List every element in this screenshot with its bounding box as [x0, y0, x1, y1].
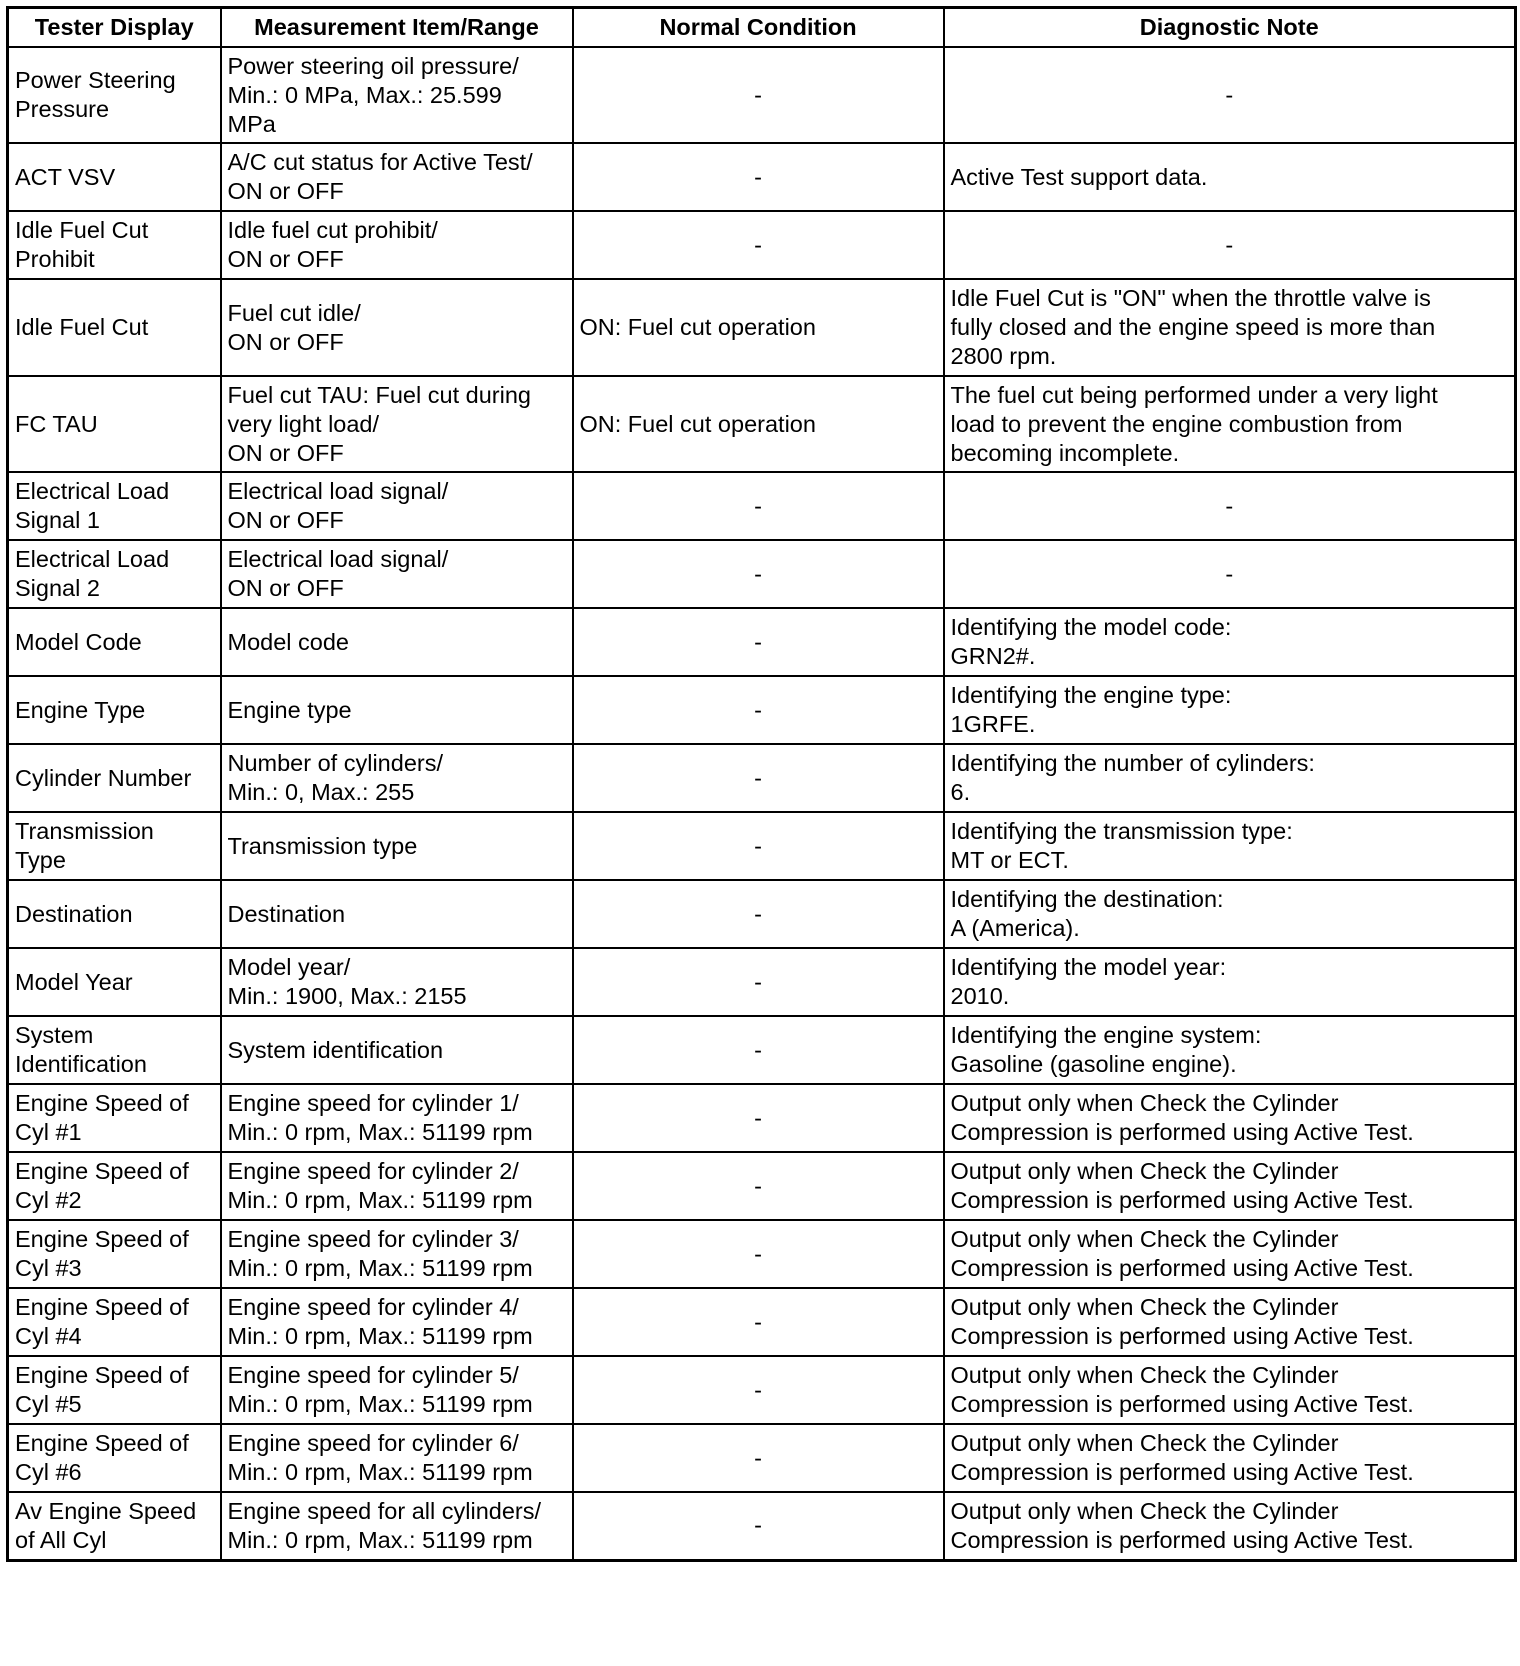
normal-condition-cell: - [573, 948, 944, 1016]
tester-display-cell: Engine Speed of Cyl #6 [8, 1424, 221, 1492]
diagnostic-note-cell: - [944, 47, 1516, 143]
diagnostic-note-cell: Identifying the model year: 2010. [944, 948, 1516, 1016]
measurement-item-cell: A/C cut status for Active Test/ ON or OFF [221, 143, 573, 211]
tester-display-cell: Engine Speed of Cyl #5 [8, 1356, 221, 1424]
diagnostic-note-cell: Output only when Check the Cylinder Compression is performed using Active Test. [944, 1152, 1516, 1220]
tester-display-cell: Av Engine Speed of All Cyl [8, 1492, 221, 1560]
tester-display-cell: Cylinder Number [8, 744, 221, 812]
measurement-item-cell: Model code [221, 608, 573, 676]
table-row [8, 880, 1516, 948]
tester-display-cell: Idle Fuel Cut Prohibit [8, 211, 221, 279]
measurement-item-cell: Number of cylinders/ Min.: 0, Max.: 255 [221, 744, 573, 812]
table-row [8, 676, 1516, 744]
tester-display-cell: Model Code [8, 608, 221, 676]
normal-condition-cell: - [573, 1356, 944, 1424]
measurement-item-cell: Engine speed for cylinder 4/ Min.: 0 rpm, Max.: 51199 rpm [221, 1288, 573, 1356]
data-list-table [6, 6, 1517, 1562]
normal-condition-cell: - [573, 472, 944, 540]
table-row [8, 1152, 1516, 1220]
tester-display-cell: Model Year [8, 948, 221, 1016]
measurement-item-cell: Engine speed for cylinder 1/ Min.: 0 rpm, Max.: 51199 rpm [221, 1084, 573, 1152]
diagnostic-note-cell: - [944, 211, 1516, 279]
tester-display-cell: Engine Speed of Cyl #3 [8, 1220, 221, 1288]
measurement-item-cell: Destination [221, 880, 573, 948]
diagnostic-note-cell: Identifying the transmission type: MT or ECT. [944, 812, 1516, 880]
diagnostic-note-cell: Output only when Check the Cylinder Compression is performed using Active Test. [944, 1424, 1516, 1492]
table-row [8, 1424, 1516, 1492]
diagnostic-note-cell: Output only when Check the Cylinder Compression is performed using Active Test. [944, 1288, 1516, 1356]
normal-condition-cell: - [573, 211, 944, 279]
diagnostic-note-cell: Identifying the number of cylinders: 6. [944, 744, 1516, 812]
table-row [8, 1492, 1516, 1560]
header-measurement-item: Measurement Item/Range [221, 8, 573, 48]
header-diagnostic-note: Diagnostic Note [944, 8, 1516, 48]
tester-display-cell: Electrical Load Signal 1 [8, 472, 221, 540]
measurement-item-cell: Idle fuel cut prohibit/ ON or OFF [221, 211, 573, 279]
table-row [8, 376, 1516, 472]
diagnostic-note-cell: The fuel cut being performed under a very light load to prevent the engine combustion from becoming incomplete. [944, 376, 1516, 472]
normal-condition-cell: ON: Fuel cut operation [573, 279, 944, 376]
normal-condition-cell: - [573, 1220, 944, 1288]
normal-condition-cell: - [573, 608, 944, 676]
normal-condition-cell: - [573, 1152, 944, 1220]
header-tester-display: Tester Display [8, 8, 221, 48]
tester-display-cell: Engine Speed of Cyl #1 [8, 1084, 221, 1152]
table-row [8, 1084, 1516, 1152]
measurement-item-cell: Engine speed for cylinder 3/ Min.: 0 rpm, Max.: 51199 rpm [221, 1220, 573, 1288]
table-row [8, 608, 1516, 676]
table-row [8, 211, 1516, 279]
normal-condition-cell: - [573, 1288, 944, 1356]
table-row [8, 744, 1516, 812]
measurement-item-cell: Engine speed for cylinder 2/ Min.: 0 rpm, Max.: 51199 rpm [221, 1152, 573, 1220]
measurement-item-cell: Transmission type [221, 812, 573, 880]
table-row [8, 143, 1516, 211]
diagnostic-note-cell: - [944, 540, 1516, 608]
table-row [8, 1356, 1516, 1424]
table-body [8, 47, 1516, 1560]
normal-condition-cell: - [573, 676, 944, 744]
diagnostic-note-cell: Identifying the model code: GRN2#. [944, 608, 1516, 676]
normal-condition-cell: - [573, 880, 944, 948]
normal-condition-cell: ON: Fuel cut operation [573, 376, 944, 472]
tester-display-cell: Engine Speed of Cyl #2 [8, 1152, 221, 1220]
table-row [8, 472, 1516, 540]
diagnostic-note-cell: Output only when Check the Cylinder Compression is performed using Active Test. [944, 1492, 1516, 1560]
normal-condition-cell: - [573, 744, 944, 812]
diagnostic-note-cell: Identifying the engine system: Gasoline (gasoline engine). [944, 1016, 1516, 1084]
measurement-item-cell: Fuel cut idle/ ON or OFF [221, 279, 573, 376]
measurement-item-cell: System identification [221, 1016, 573, 1084]
diagnostic-note-cell: Identifying the engine type: 1GRFE. [944, 676, 1516, 744]
measurement-item-cell: Engine speed for cylinder 5/ Min.: 0 rpm, Max.: 51199 rpm [221, 1356, 573, 1424]
normal-condition-cell: - [573, 1016, 944, 1084]
normal-condition-cell: - [573, 143, 944, 211]
table-header-row [8, 8, 1516, 48]
diagnostic-note-cell: Output only when Check the Cylinder Compression is performed using Active Test. [944, 1356, 1516, 1424]
table-row [8, 1288, 1516, 1356]
tester-display-cell: Destination [8, 880, 221, 948]
diagnostic-note-cell: - [944, 472, 1516, 540]
tester-display-cell: Idle Fuel Cut [8, 279, 221, 376]
normal-condition-cell: - [573, 47, 944, 143]
diagnostic-note-cell: Identifying the destination: A (America). [944, 880, 1516, 948]
table-row [8, 279, 1516, 376]
normal-condition-cell: - [573, 540, 944, 608]
tester-display-cell: System Identification [8, 1016, 221, 1084]
normal-condition-cell: - [573, 1084, 944, 1152]
table-row [8, 812, 1516, 880]
table-row [8, 540, 1516, 608]
table-row [8, 1016, 1516, 1084]
tester-display-cell: Power Steering Pressure [8, 47, 221, 143]
diagnostic-note-cell: Output only when Check the Cylinder Compression is performed using Active Test. [944, 1220, 1516, 1288]
measurement-item-cell: Model year/ Min.: 1900, Max.: 2155 [221, 948, 573, 1016]
normal-condition-cell: - [573, 1492, 944, 1560]
tester-display-cell: ACT VSV [8, 143, 221, 211]
measurement-item-cell: Electrical load signal/ ON or OFF [221, 472, 573, 540]
diagnostic-note-cell: Active Test support data. [944, 143, 1516, 211]
normal-condition-cell: - [573, 1424, 944, 1492]
header-normal-condition: Normal Condition [573, 8, 944, 48]
tester-display-cell: Electrical Load Signal 2 [8, 540, 221, 608]
measurement-item-cell: Fuel cut TAU: Fuel cut during very light load/ ON or OFF [221, 376, 573, 472]
tester-display-cell: Engine Speed of Cyl #4 [8, 1288, 221, 1356]
tester-display-cell: Transmission Type [8, 812, 221, 880]
measurement-item-cell: Power steering oil pressure/ Min.: 0 MPa, Max.: 25.599 MPa [221, 47, 573, 143]
tester-display-cell: Engine Type [8, 676, 221, 744]
diagnostic-note-cell: Idle Fuel Cut is "ON" when the throttle valve is fully closed and the engine speed is more than 2800 rpm. [944, 279, 1516, 376]
table-row [8, 948, 1516, 1016]
measurement-item-cell: Electrical load signal/ ON or OFF [221, 540, 573, 608]
diagnostic-note-cell: Output only when Check the Cylinder Compression is performed using Active Test. [944, 1084, 1516, 1152]
normal-condition-cell: - [573, 812, 944, 880]
measurement-item-cell: Engine speed for all cylinders/ Min.: 0 rpm, Max.: 51199 rpm [221, 1492, 573, 1560]
measurement-item-cell: Engine speed for cylinder 6/ Min.: 0 rpm, Max.: 51199 rpm [221, 1424, 573, 1492]
tester-display-cell: FC TAU [8, 376, 221, 472]
table-row [8, 1220, 1516, 1288]
measurement-item-cell: Engine type [221, 676, 573, 744]
table-row [8, 47, 1516, 143]
